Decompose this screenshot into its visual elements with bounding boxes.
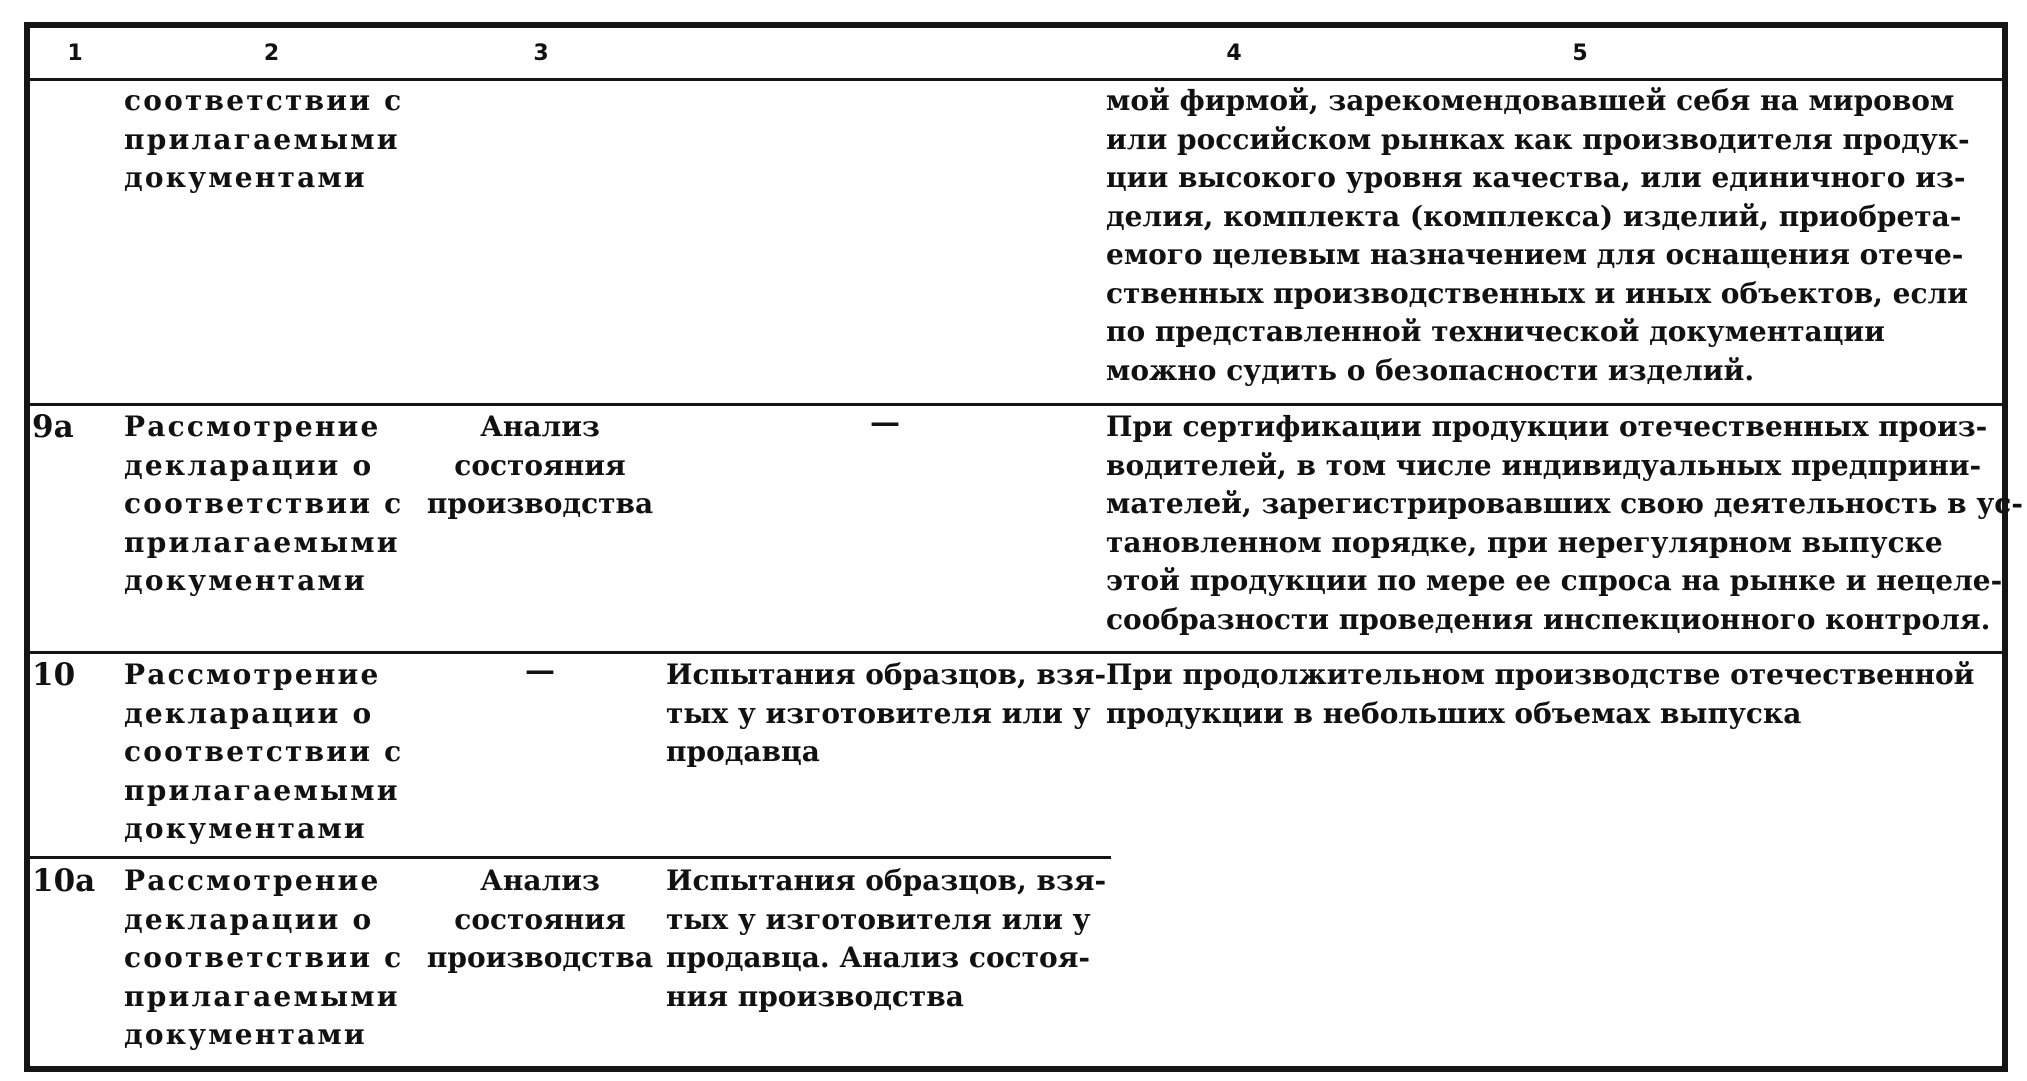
text-line: прилагаемыми: [124, 773, 400, 807]
text-line: Испытания образцов, взя-: [666, 658, 1107, 691]
text-line: При сертификации продукции отечественных произ-: [1106, 410, 1988, 443]
text-line: тых у изготовителя или у: [666, 696, 1091, 730]
text-line: Испытания образцов, взя-: [666, 864, 1107, 897]
text-line: документами: [124, 564, 367, 597]
text-line: документами: [124, 161, 367, 194]
text-line: продавца. Анализ состоя-: [666, 941, 1091, 974]
row-9a-col-2: [124, 408, 424, 601]
text-line: этой продукции по мере ее спроса на рынке и нецеле-: [1106, 564, 2003, 597]
text-line: по представленной технической документации: [1106, 315, 1885, 348]
text-line: Рассмотрение: [124, 658, 381, 691]
text-line: декларации о: [124, 448, 374, 482]
text-line: соответствии с: [124, 735, 404, 768]
text-line: мателей, зарегистрировавших свою деятельность в ус-: [1106, 487, 2023, 520]
text-line: прилагаемыми: [124, 122, 400, 156]
text-line: прилагаемыми: [124, 979, 400, 1013]
row-10-col-2: [124, 656, 424, 849]
text-line: ния производства: [666, 979, 964, 1013]
text-line: продукции в небольших объемах выпуска: [1106, 696, 1802, 730]
text-line: состояния: [454, 902, 626, 936]
column-header-2: 2: [263, 41, 280, 66]
text-line: продавца: [666, 735, 820, 768]
row-divider: [30, 651, 2002, 654]
text-line: сообразности проведения инспекционного контроля.: [1106, 602, 1991, 636]
text-line: водителей, в том числе индивидуальных предприни-: [1106, 448, 1982, 482]
table: [24, 22, 2023, 1072]
row-10a-col-4: [666, 862, 1106, 1016]
text-line: производства: [426, 941, 654, 974]
row-9a-col-3: [420, 408, 660, 524]
text-line: емого целевым назначением для оснащения отече-: [1106, 238, 1964, 271]
row-9a-col-5: [1106, 408, 2023, 639]
text-line: состояния: [454, 448, 626, 482]
text-line: соответствии с: [124, 941, 404, 974]
text-line: декларации о: [124, 902, 374, 936]
text-line: При продолжительном производстве отечественной: [1106, 658, 1975, 691]
column-header-1: 1: [67, 41, 83, 66]
header-divider: [30, 78, 2002, 81]
text-line: можно судить о безопасности изделий.: [1106, 353, 1755, 387]
text-line: мой фирмой, зарекомендовавшей себя на мировом: [1106, 84, 1955, 117]
text-line: производства: [426, 487, 654, 520]
text-line: делия, комплекта (комплекса) изделий, приобрета-: [1106, 199, 1962, 233]
column-header-4: 4: [1226, 41, 1242, 66]
text-line: документами: [124, 1018, 367, 1051]
row-10-col-4: [666, 656, 1106, 772]
text-line: Рассмотрение: [124, 864, 381, 897]
row-divider: [30, 856, 1111, 859]
text-line: ции высокого уровня качества, или единичного из-: [1106, 161, 1966, 194]
row-number: 10а: [32, 863, 96, 899]
row-number: 9а: [32, 409, 74, 445]
row-10-col-5: [1106, 656, 1994, 733]
column-header-5: 5: [1572, 41, 1588, 66]
row-1-col-2: [124, 82, 424, 198]
text-line: соответствии с: [124, 487, 404, 520]
row-9a-col-4: —: [870, 405, 900, 440]
text-line: документами: [124, 812, 367, 845]
text-line: тановленном порядке, при нерегулярном выпуске: [1106, 525, 1943, 559]
text-line: прилагаемыми: [124, 525, 400, 559]
text-line: тых у изготовителя или у: [666, 902, 1091, 936]
row-10-col-3: —: [525, 653, 555, 688]
row-10a-col-3: [420, 862, 660, 978]
text-line: Рассмотрение: [124, 410, 381, 443]
row-10a-col-2: [124, 862, 424, 1055]
text-line: Анализ: [480, 410, 600, 443]
text-line: или российском рынках как производителя продук-: [1106, 122, 1970, 156]
text-line: Анализ: [480, 864, 600, 897]
text-line: соответствии с: [124, 84, 404, 117]
column-header-3: 3: [533, 41, 549, 66]
text-line: ственных производственных и иных объектов, если: [1106, 276, 1969, 310]
row-number: 10: [32, 657, 76, 693]
text-line: декларации о: [124, 696, 374, 730]
row-1-col-5: [1106, 82, 1994, 390]
